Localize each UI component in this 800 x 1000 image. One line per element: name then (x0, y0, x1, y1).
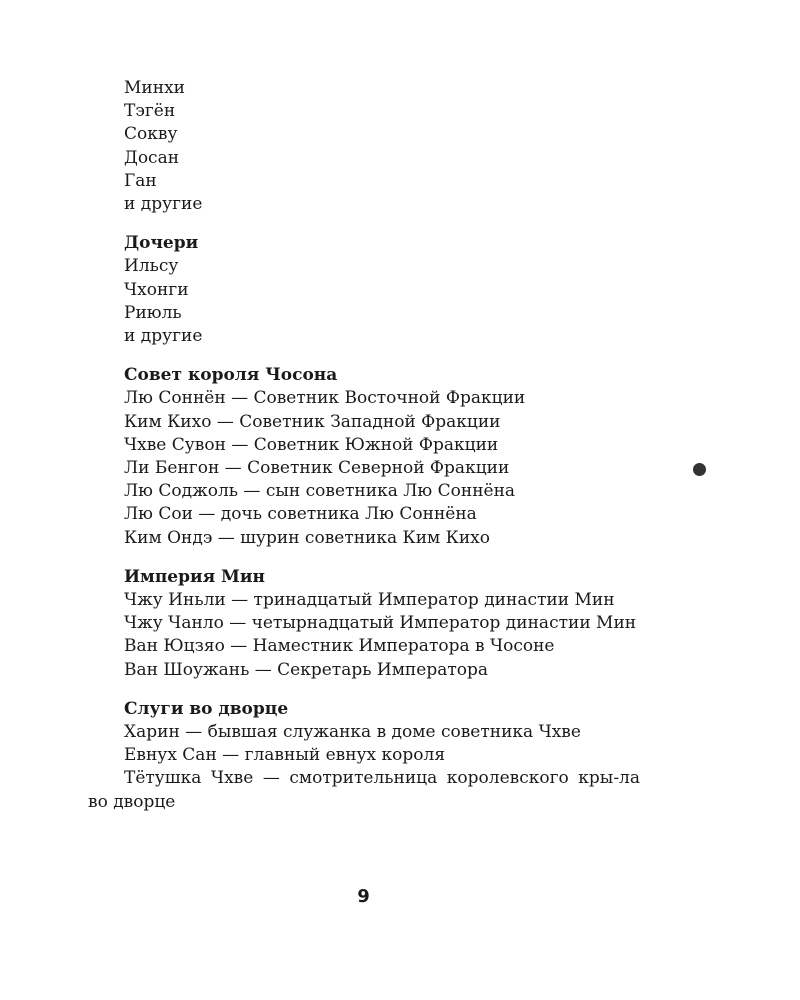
list-item: Харин — бывшая служанка в доме советника Чхве (124, 722, 581, 743)
margin-dot (693, 463, 706, 476)
list-item: Ильсу (124, 256, 179, 277)
list-item: Евнух Сан — главный евнух короля (124, 745, 446, 766)
list-item: Ван Юцзяо — Наместник Императора в Чосоне (124, 636, 555, 657)
sons-list (88, 77, 640, 216)
section-heading: Слуги во дворце (124, 698, 289, 719)
list-item: Минхи (124, 78, 185, 98)
servants-section (88, 698, 640, 814)
section-heading: Империя Мин (124, 566, 265, 587)
list-item: и другие (124, 194, 203, 215)
page-number: 9 (357, 886, 370, 907)
character-list (88, 77, 640, 814)
list-item: Лю Сои — дочь советника Лю Соннёна (124, 504, 477, 525)
list-item: Тэгён (124, 101, 176, 122)
list-item: Чжу Иньли — тринадцатый Император династии Мин (124, 590, 615, 611)
list-item: Риюль (124, 302, 182, 323)
section-heading: Совет короля Чосона (124, 365, 338, 386)
list-item: Лю Соджоль — сын советника Лю Соннёна (124, 481, 516, 502)
daughters-section (88, 232, 640, 348)
list-item: Чжу Чанло — четырнадцатый Император династии Мин (124, 613, 637, 634)
list-item: Ган (124, 170, 157, 191)
list-item: Тётушка Чхве — смотрительница королевского кры-ла во дворце (88, 768, 640, 812)
list-item: Чхонги (124, 279, 189, 300)
list-item: Чхве Сувон — Советник Южной Фракции (124, 434, 499, 455)
list-item: Сокву (124, 124, 178, 145)
council-section (88, 364, 640, 550)
list-item: Лю Соннён — Советник Восточной Фракции (124, 388, 526, 409)
section-heading: Дочери (124, 233, 199, 254)
list-item: Ван Шоужань — Секретарь Императора (124, 659, 488, 680)
list-item: Досан (124, 147, 180, 168)
list-item: Ким Ондэ — шурин советника Ким Кихо (124, 527, 490, 548)
list-item: Ли Бенгон — Советник Северной Фракции (124, 458, 510, 479)
list-item: Ким Кихо — Советник Западной Фракции (124, 411, 501, 432)
list-item: и другие (124, 326, 203, 347)
ming-section (88, 566, 640, 682)
